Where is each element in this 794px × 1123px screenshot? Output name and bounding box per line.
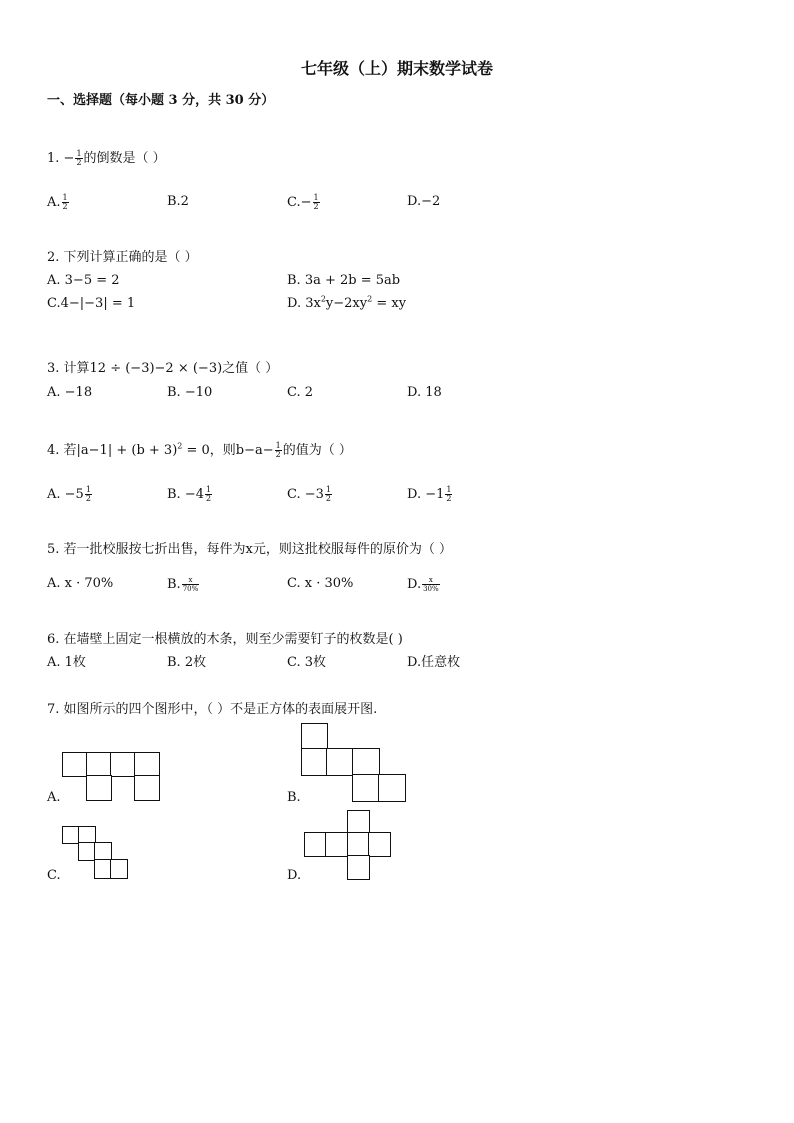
fraction-denominator: 2 [446, 494, 452, 503]
option-label: B. [167, 577, 181, 592]
option-fraction [313, 194, 320, 211]
fraction-denominator: 2 [205, 494, 212, 503]
fraction-denominator: 70% [182, 585, 199, 593]
q6-option-b[interactable]: B. 2枚 [167, 655, 207, 670]
option-label: C. [287, 195, 301, 210]
question-5: 5. 若一批校服按七折出售，每件为x元，则这批校服每件的原价为（ ） [47, 542, 452, 557]
question-4-fraction [275, 442, 282, 459]
q1-option-a[interactable] [47, 194, 70, 211]
option-label: D. [407, 577, 422, 592]
q5-option-d[interactable] [407, 576, 441, 593]
fraction-numerator: 1 [62, 193, 68, 202]
q1-option-b[interactable]: B.2 [167, 194, 189, 209]
q3-option-b[interactable]: B. −10 [167, 385, 213, 400]
net-square [301, 748, 328, 776]
question-1-fraction [75, 150, 82, 167]
q7-option-b[interactable]: B. [287, 790, 301, 805]
q7-option-a[interactable]: A. [47, 790, 61, 805]
question-1-neg: − [63, 151, 75, 166]
q5-option-c[interactable]: C. x · 30% [287, 576, 354, 591]
q4-option-d[interactable] [407, 486, 453, 503]
expr-part: D. 3x [287, 296, 321, 311]
net-square [352, 774, 380, 802]
question-3: 3. 计算12 ÷ (−3)−2 × (−3)之值（ ） [47, 361, 279, 376]
fraction-denominator: 2 [275, 450, 281, 459]
q1-option-d[interactable]: D.−2 [407, 194, 441, 209]
q7-option-d[interactable]: D. [287, 868, 302, 883]
fraction-numerator: 1 [205, 485, 212, 494]
question-7: 7. 如图所示的四个图形中，（ ）不是正方体的表面展开图. [47, 702, 378, 717]
q3-option-c[interactable]: C. 2 [287, 385, 314, 400]
option-label: A. [47, 195, 61, 210]
q3-option-d[interactable]: D. 18 [407, 385, 442, 400]
question-1 [47, 150, 166, 167]
expr-part: 4. 若|a−1| + (b + 3) [47, 443, 178, 458]
fraction-numerator: 1 [313, 193, 319, 202]
net-square [301, 723, 328, 750]
option-fraction [205, 486, 212, 503]
fraction-denominator: 2 [85, 494, 91, 503]
option-label: D. −1 [407, 487, 445, 502]
fraction-numerator: 1 [85, 485, 91, 494]
net-square [368, 832, 391, 857]
option-label: B. −4 [167, 487, 204, 502]
q4-option-a[interactable] [47, 486, 93, 503]
question-6: 6. 在墙壁上固定一根横放的木条，则至少需要钉子的枚数是( ) [47, 632, 403, 647]
question-4 [47, 442, 352, 459]
option-label: A. −5 [47, 487, 84, 502]
fraction-numerator: x [422, 576, 440, 585]
fraction-denominator: 2 [62, 202, 68, 211]
exponent: 2 [367, 294, 373, 304]
q6-option-d[interactable]: D.任意枚 [407, 655, 461, 670]
net-square [352, 748, 380, 776]
net-square [347, 855, 370, 880]
page-title: 七年级（上）期末数学试卷 [300, 59, 493, 78]
q5-option-b[interactable] [167, 576, 200, 593]
option-fraction [325, 486, 332, 503]
section-heading: 一、选择题（每小题 3 分，共 30 分） [47, 93, 275, 108]
q4-option-b[interactable] [167, 486, 213, 503]
q2-option-a[interactable]: A. 3−5 = 2 [47, 273, 120, 288]
fraction-numerator: 1 [446, 485, 452, 494]
net-square [326, 748, 354, 776]
fraction-numerator: 1 [76, 149, 82, 158]
fraction-denominator: 2 [76, 158, 82, 167]
q1-option-c[interactable] [287, 194, 321, 211]
expr-part: = 0，则b−a− [182, 443, 274, 458]
net-square [62, 752, 88, 777]
question-2: 2. 下列计算正确的是（ ） [47, 250, 198, 265]
exponent: 2 [177, 441, 183, 451]
net-square [134, 752, 160, 777]
option-fraction [182, 576, 200, 593]
exponent: 2 [320, 294, 326, 304]
fraction-numerator: x [182, 576, 200, 585]
net-square [347, 832, 370, 857]
question-1-text: 的倒数是（ ） [83, 151, 166, 166]
expr-part: 的值为（ ） [282, 443, 352, 458]
fraction-denominator: 2 [313, 202, 319, 211]
q4-option-c[interactable] [287, 486, 333, 503]
option-fraction [445, 486, 452, 503]
q7-option-c[interactable]: C. [47, 868, 61, 883]
net-square [347, 810, 370, 834]
option-fraction [85, 486, 92, 503]
q6-option-c[interactable]: C. 3枚 [287, 655, 327, 670]
q2-option-b[interactable]: B. 3a + 2b = 5ab [287, 273, 401, 288]
net-square [378, 774, 406, 802]
q2-option-d[interactable] [287, 296, 406, 312]
fraction-numerator: 1 [325, 485, 332, 494]
expr-part: y−2xy [325, 296, 368, 311]
option-fraction [422, 576, 440, 593]
expr-part: = xy [372, 296, 407, 311]
option-neg: − [300, 195, 312, 210]
q2-option-c[interactable]: C.4−|−3| = 1 [47, 296, 136, 311]
net-square [110, 859, 128, 879]
fraction-numerator: 1 [275, 441, 281, 450]
q3-option-a[interactable]: A. −18 [47, 385, 93, 400]
net-square [325, 832, 349, 857]
net-square [86, 752, 112, 777]
fraction-denominator: 30% [423, 585, 439, 593]
net-square [110, 752, 136, 777]
fraction-denominator: 2 [325, 494, 332, 503]
net-square [86, 775, 112, 801]
option-label: C. −3 [287, 487, 324, 502]
question-1-number: 1. [47, 151, 60, 166]
option-fraction [62, 194, 69, 211]
net-square [134, 775, 160, 801]
net-square [304, 832, 327, 857]
q5-option-a[interactable]: A. x · 70% [47, 576, 114, 591]
q6-option-a[interactable]: A. 1枚 [47, 655, 86, 670]
